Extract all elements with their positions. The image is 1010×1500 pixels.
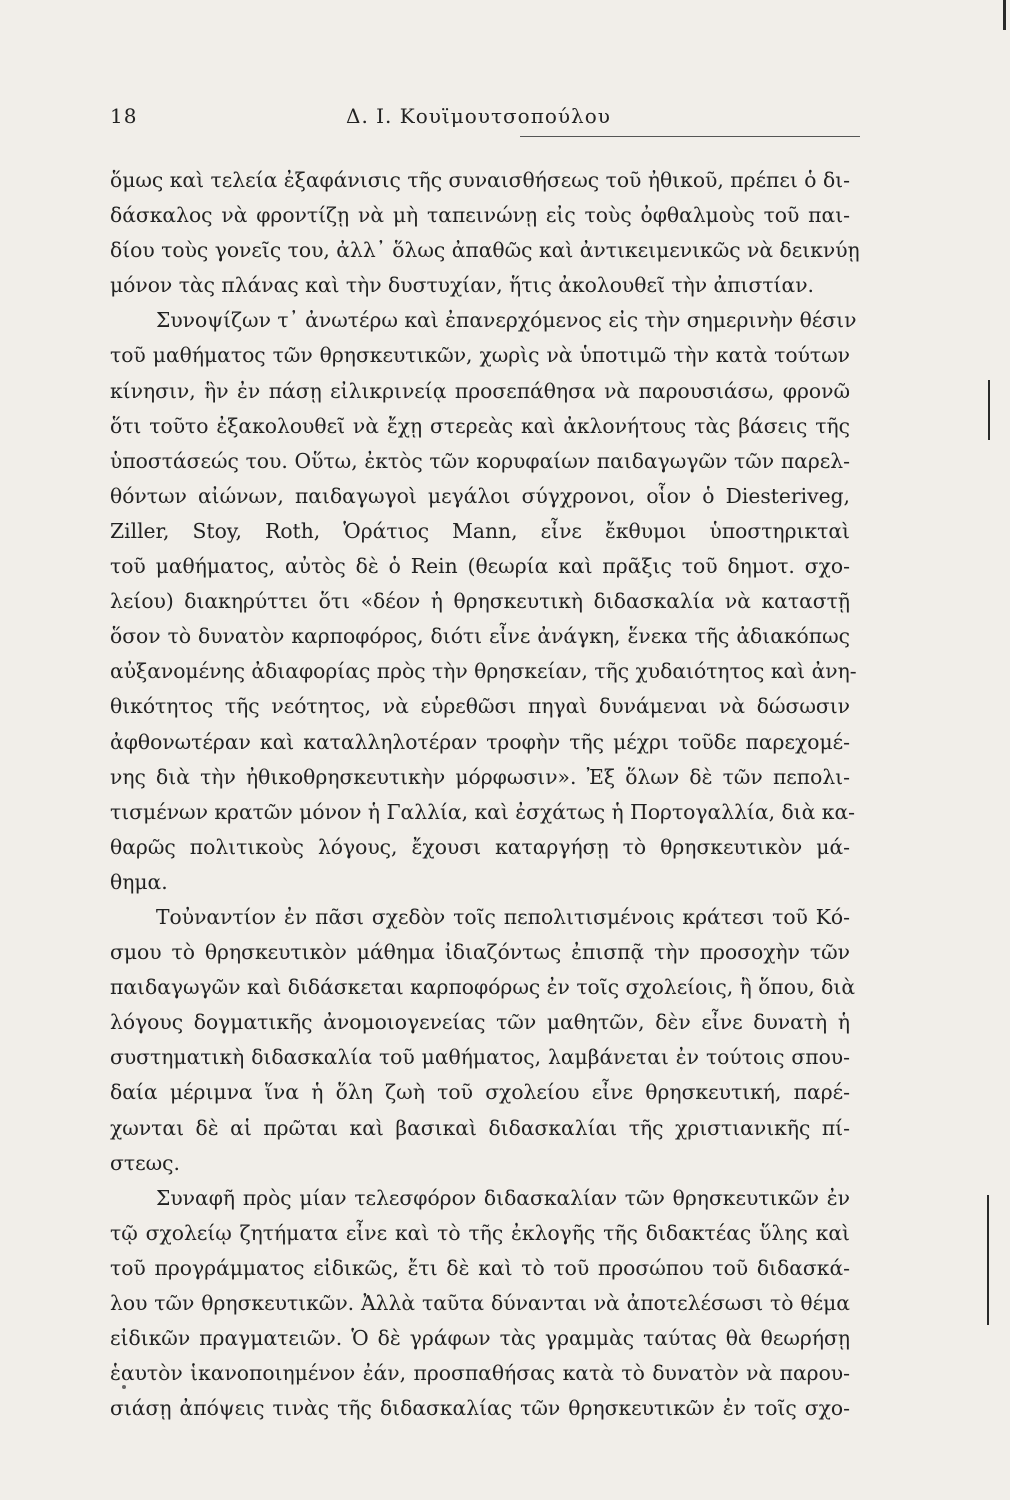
text-line: ὑποστάσεώς του. Οὕτω, ἐκτὸς τῶν κορυφαίων παιδαγωγῶν τῶν παρελ- (110, 448, 850, 473)
ink-speck (122, 1385, 126, 1389)
text-line: ὅτι τοῦτο ἐξακολουθεῖ νὰ ἔχῃ στερεὰς καὶ ἀκλονήτους τὰς βάσεις τῆς (110, 413, 850, 438)
body-text (110, 163, 860, 1426)
text-line: κίνησιν, ἣν ἐν πάσῃ εἰλικρινείᾳ προσεπάθησα νὰ παρουσιάσω, φρονῶ (110, 378, 850, 403)
text-line: δίου τοὺς γονεῖς του, ἀλλ᾽ ὅλως ἀπαθῶς καὶ ἀντικειμενικῶς νὰ δεικνύῃ (110, 238, 860, 263)
text-line: τῷ σχολείῳ ζητήματα εἶνε καὶ τὸ τῆς ἐκλογῆς τῆς διδακτέας ὕλης καὶ (110, 1220, 850, 1245)
text-line: σιάσῃ ἀπόψεις τινὰς τῆς διδασκαλίας τῶν θρησκευτικῶν ἐν τοῖς σχο- (110, 1396, 850, 1421)
text-line: σμου τὸ θρησκευτικὸν μάθημα ἰδιαζόντως ἐπισπᾷ τὴν προσοχὴν τῶν (110, 940, 850, 965)
text-line: ἀφθονωτέραν καὶ καταλληλοτέραν τροφὴν τῆς μέχρι τοῦδε παρεχομέ- (110, 729, 850, 754)
text-line: χωνται δὲ αἱ πρῶται καὶ βασικαὶ διδασκαλίαι τῆς χριστιανικῆς πί- (110, 1115, 850, 1140)
text-line: νης διὰ τὴν ἠθικοθρησκευτικὴν μόρφωσιν». Ἐξ ὅλων δὲ τῶν πεπολι- (110, 764, 850, 789)
page-number: 18 (110, 104, 138, 128)
running-head (110, 104, 870, 134)
scan-edge-mark (988, 380, 990, 440)
text-line: ὅμως καὶ τελεία ἐξαφάνισις τῆς συναισθήσεως τοῦ ἠθικοῦ, πρέπει ὁ δι- (110, 168, 850, 192)
text-line: παιδαγωγῶν καὶ διδάσκεται καρποφόρως ἐν τοῖς σχολείοις, ἢ ὅπου, διὰ (110, 975, 856, 1000)
text-line: θαρῶς πολιτικοὺς λόγους, ἔχουσι καταργήσῃ τὸ θρησκευτικὸν μά- (110, 834, 850, 859)
running-head-author: Δ. Ι. Κουϊμουτσοπούλου (346, 104, 611, 128)
text-line: θικότητος τῆς νεότητος, νὰ εὑρεθῶσι πηγαὶ δυνάμεναι νὰ δώσωσιν (110, 694, 850, 719)
text-line: μόνον τὰς πλάνας καὶ τὴν δυστυχίαν, ἥτις ἀκολουθεῖ τὴν ἀπιστίαν. (110, 273, 814, 298)
text-line: εἰδικῶν πραγματειῶν. Ὁ δὲ γράφων τὰς γραμμὰς ταύτας θὰ θεωρήσῃ (110, 1326, 850, 1351)
text-line: δάσκαλος νὰ φροντίζῃ νὰ μὴ ταπεινώνῃ εἰς τοὺς ὀφθαλμοὺς τοῦ παι- (110, 203, 850, 228)
text-line: λου τῶν θρησκευτικῶν. Ἀλλὰ ταῦτα δύνανται νὰ ἀποτελέσωσι τὸ θέμα (110, 1291, 850, 1315)
text-line: τισμένων κρατῶν μόνον ἡ Γαλλία, καὶ ἐσχάτως ἡ Πορτογαλλία, διὰ κα- (110, 799, 855, 824)
text-line: στεως. (110, 1150, 180, 1175)
text-line: τοῦ προγράμματος εἰδικῶς, ἔτι δὲ καὶ τὸ τοῦ προσώπου τοῦ διδασκά- (110, 1255, 850, 1280)
text-line: Συναφῆ πρὸς μίαν τελεσφόρον διδασκαλίαν τῶν θρησκευτικῶν ἐν (156, 1185, 850, 1210)
text-line: τοῦ μαθήματος τῶν θρησκευτικῶν, χωρὶς νὰ ὑποτιμῶ τὴν κατὰ τούτων (110, 343, 850, 368)
text-line: αὐξανομένης ἀδιαφορίας πρὸς τὴν θρησκείαν, τῆς χυδαιότητος καὶ ἀνη- (110, 659, 857, 684)
text-line: συστηματικὴ διδασκαλία τοῦ μαθήματος, λαμβάνεται ἐν τούτοις σπου- (110, 1045, 850, 1070)
scan-edge-mark (987, 1195, 989, 1325)
text-line: δαία μέριμνα ἵνα ἡ ὅλη ζωὴ τοῦ σχολείου εἶνε θρησκευτική, παρέ- (110, 1080, 850, 1105)
binding-edge-mark (1003, 0, 1006, 30)
text-line: λείου) διακηρύττει ὅτι «δέον ἡ θρησκευτικὴ διδασκαλία νὰ καταστῇ (110, 589, 850, 614)
text-line: θόντων αἰώνων, παιδαγωγοὶ μεγάλοι σύγχρονοι, οἷον ὁ Diesteriveg, (110, 483, 850, 508)
text-line: τοῦ μαθήματος, αὐτὸς δὲ ὁ Rein (θεωρία καὶ πρᾶξις τοῦ δημοτ. σχο- (110, 554, 850, 579)
text-line: ὅσον τὸ δυνατὸν καρποφόρος, διότι εἶνε ἀνάγκη, ἕνεκα τῆς ἀδιακόπως (110, 624, 850, 649)
header-rule (520, 136, 860, 137)
text-line: ἑαυτὸν ἱκανοποιημένον ἐάν, προσπαθήσας κατὰ τὸ δυνατὸν νὰ παρου- (110, 1361, 850, 1386)
text-line: Τοὐναντίον ἐν πᾶσι σχεδὸν τοῖς πεπολιτισμένοις κράτεσι τοῦ Κό- (156, 904, 850, 929)
text-line: λόγους δογματικῆς ἀνομοιογενείας τῶν μαθητῶν, δὲν εἶνε δυνατὴ ἡ (110, 1010, 850, 1035)
text-line: Συνοψίζων τ᾽ ἀνωτέρω καὶ ἐπανερχόμενος εἰς τὴν σημερινὴν θέσιν (156, 308, 857, 333)
text-line: θημα. (110, 869, 168, 894)
text-line: Ziller, Stoy, Roth, Ὁράτιος Mann, εἶνε ἔκθυμοι ὑποστηρικταὶ (110, 518, 850, 543)
